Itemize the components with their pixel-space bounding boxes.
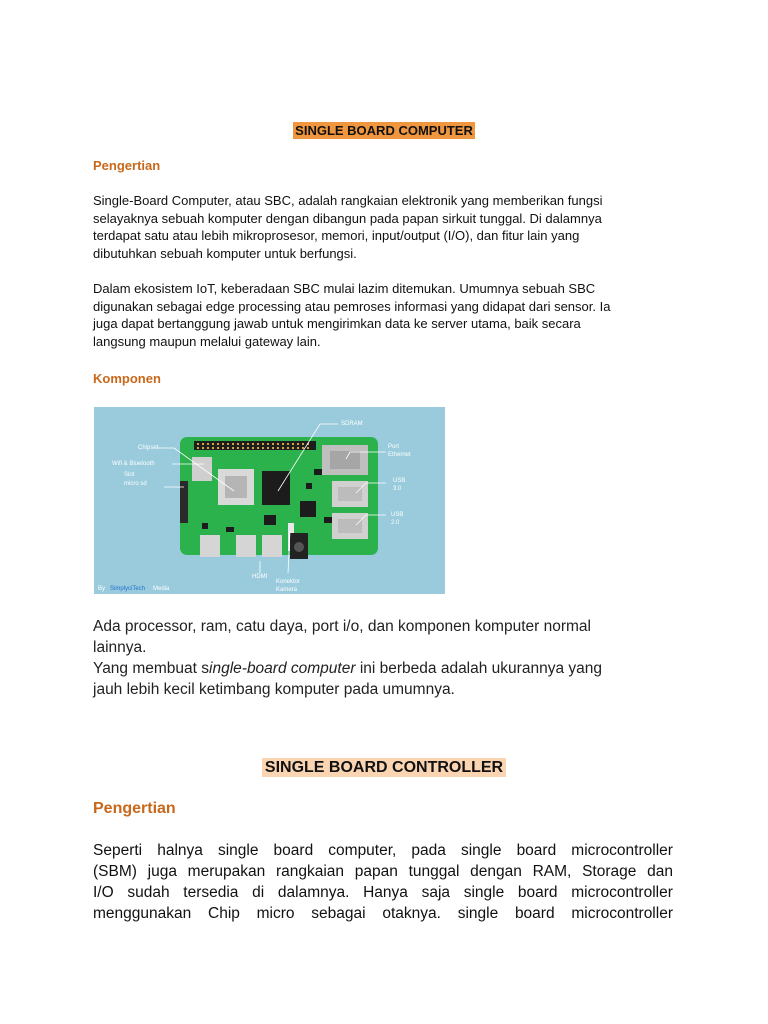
word: (SBM): [93, 863, 137, 880]
small-chip: [324, 517, 332, 523]
word: di: [252, 884, 265, 901]
label-port: Port: [388, 444, 400, 450]
word: micro: [256, 905, 295, 922]
text-line: Dalam ekosistem IoT, keberadaan SBC mulai lazim ditemukan. Umumnya sebuah SBC: [93, 281, 596, 296]
credit-brand: SimplyciTech: [110, 586, 146, 592]
text-line: langsung maupun melalui gateway lain.: [93, 333, 321, 349]
word: halnya: [157, 842, 203, 859]
sbc-component-diagram: [94, 407, 445, 594]
text-run: Yang membuat s: [93, 660, 210, 677]
word: computer,: [328, 842, 397, 859]
word: otaknya.: [382, 905, 441, 922]
paragraph-sbc-definition: [93, 192, 673, 262]
label-kamera: Kamera: [276, 587, 298, 593]
label-chipset: Chipset: [138, 445, 159, 451]
text-line: juga dapat bertanggung jawab untuk mengirimkan data ke server utama, baik secara: [93, 316, 581, 332]
word: Hanya: [363, 884, 408, 901]
word: Storage: [582, 863, 637, 880]
justified-line: [93, 840, 673, 861]
label-micro-sd: micro sd: [124, 481, 147, 487]
paragraph-controller-definition: [93, 840, 673, 924]
word: pada: [411, 842, 446, 859]
section-title-controller: [0, 759, 768, 777]
label-usb3: USB: [393, 478, 406, 484]
word: dan: [647, 863, 673, 880]
label-usb2: USB: [391, 512, 404, 518]
text-line: lainnya.: [93, 639, 147, 656]
word: juga: [147, 863, 177, 880]
heading-pengertian-controller: Pengertian: [93, 800, 176, 817]
text-line: terdapat satu atau lebih mikroprosesor, memori, input/output (I/O), dan fitur lain yang: [93, 228, 580, 244]
text-line: digunakan sebagai edge processing atau pemroses informasi yang didapat dari sensor. Ia: [93, 298, 611, 314]
italic-term: ingle-board computer: [209, 660, 356, 677]
justified-line: [93, 882, 673, 903]
word: sudah: [127, 884, 170, 901]
label-usb3-version: 3.0: [393, 486, 402, 492]
word: papan: [354, 863, 398, 880]
heading-komponen: Komponen: [93, 371, 161, 386]
word: microcontroller: [571, 905, 673, 922]
word: menggunakan: [93, 905, 192, 922]
word: rangkaian: [275, 863, 345, 880]
word: dalamnya.: [277, 884, 350, 901]
text-line: Ada processor, ram, catu daya, port i/o, dan komponen komputer normal: [93, 618, 591, 635]
word: sebagai: [311, 905, 366, 922]
title-highlight: SINGLE BOARD COMPUTER: [295, 123, 473, 138]
label-sdram: SDRAM: [341, 421, 363, 427]
paragraph-sbc-iot: [93, 280, 673, 350]
ethernet-port-inner: [330, 451, 360, 469]
text-run: ini berbeda adalah ukurannya yang: [355, 660, 602, 677]
word: board: [273, 842, 314, 859]
text-line: selayaknya sebuah komputer dengan dibangun pada papan sirkuit tunggal. Di dalamnya: [93, 210, 602, 226]
word: board: [517, 884, 558, 901]
small-chip: [306, 483, 312, 489]
text-line: dibutuhkan sebuah komputer untuk berfungsi.: [93, 245, 357, 261]
word: tunggal: [408, 863, 460, 880]
label-konektor: Konektor: [276, 579, 301, 585]
wifi-module: [192, 457, 212, 481]
usb3-port-inner: [338, 487, 362, 501]
text-line: [93, 658, 673, 679]
justified-line: [93, 861, 673, 882]
word: microcontroller: [571, 884, 673, 901]
raspberry-pi-illustration: [94, 407, 445, 594]
title-highlight: SINGLE BOARD CONTROLLER: [262, 758, 506, 777]
word: single: [460, 842, 502, 859]
audio-jack-hole: [294, 542, 304, 552]
word: microcontroller: [571, 842, 673, 859]
word: Seperti: [93, 842, 143, 859]
word: board: [516, 842, 557, 859]
small-chip: [300, 501, 316, 517]
small-chip: [202, 523, 208, 529]
label-hdmi: HDMI: [252, 574, 268, 580]
label-ethernet: Ethernet: [388, 452, 411, 458]
small-chip: [264, 515, 276, 525]
paragraph-komponen: [93, 616, 673, 700]
word: board: [514, 905, 555, 922]
word: single: [463, 884, 505, 901]
word: merupakan: [187, 863, 266, 880]
word: Chip: [208, 905, 240, 922]
micro-hdmi-port-2: [262, 535, 282, 557]
label-wifi-bluetooth: Wifi & Bluetooth: [112, 461, 155, 467]
justified-line: [93, 903, 673, 924]
credit-media: Media: [153, 586, 170, 592]
word: tersedia: [183, 884, 239, 901]
word: single: [217, 842, 259, 859]
label-slot: Slot: [124, 472, 135, 478]
credit-by: By: [98, 586, 106, 592]
text-line: Single-Board Computer, atau SBC, adalah rangkaian elektronik yang memberikan fungsi: [93, 193, 603, 208]
word: RAM,: [532, 863, 572, 880]
micro-hdmi-port-1: [236, 535, 256, 557]
sdram-chip: [262, 471, 290, 505]
usb-c-power-port: [200, 535, 220, 557]
word: single: [457, 905, 499, 922]
label-usb2-version: 2.0: [391, 520, 400, 526]
usb2-port-inner: [338, 519, 362, 533]
small-chip: [226, 527, 234, 532]
section-title-sbc: [0, 122, 768, 140]
text-line: jauh lebih kecil ketimbang komputer pada umumnya.: [93, 681, 455, 698]
word: I/O: [93, 884, 114, 901]
word: saja: [421, 884, 451, 901]
heading-pengertian-sbc: Pengertian: [93, 158, 161, 173]
word: dengan: [470, 863, 522, 880]
